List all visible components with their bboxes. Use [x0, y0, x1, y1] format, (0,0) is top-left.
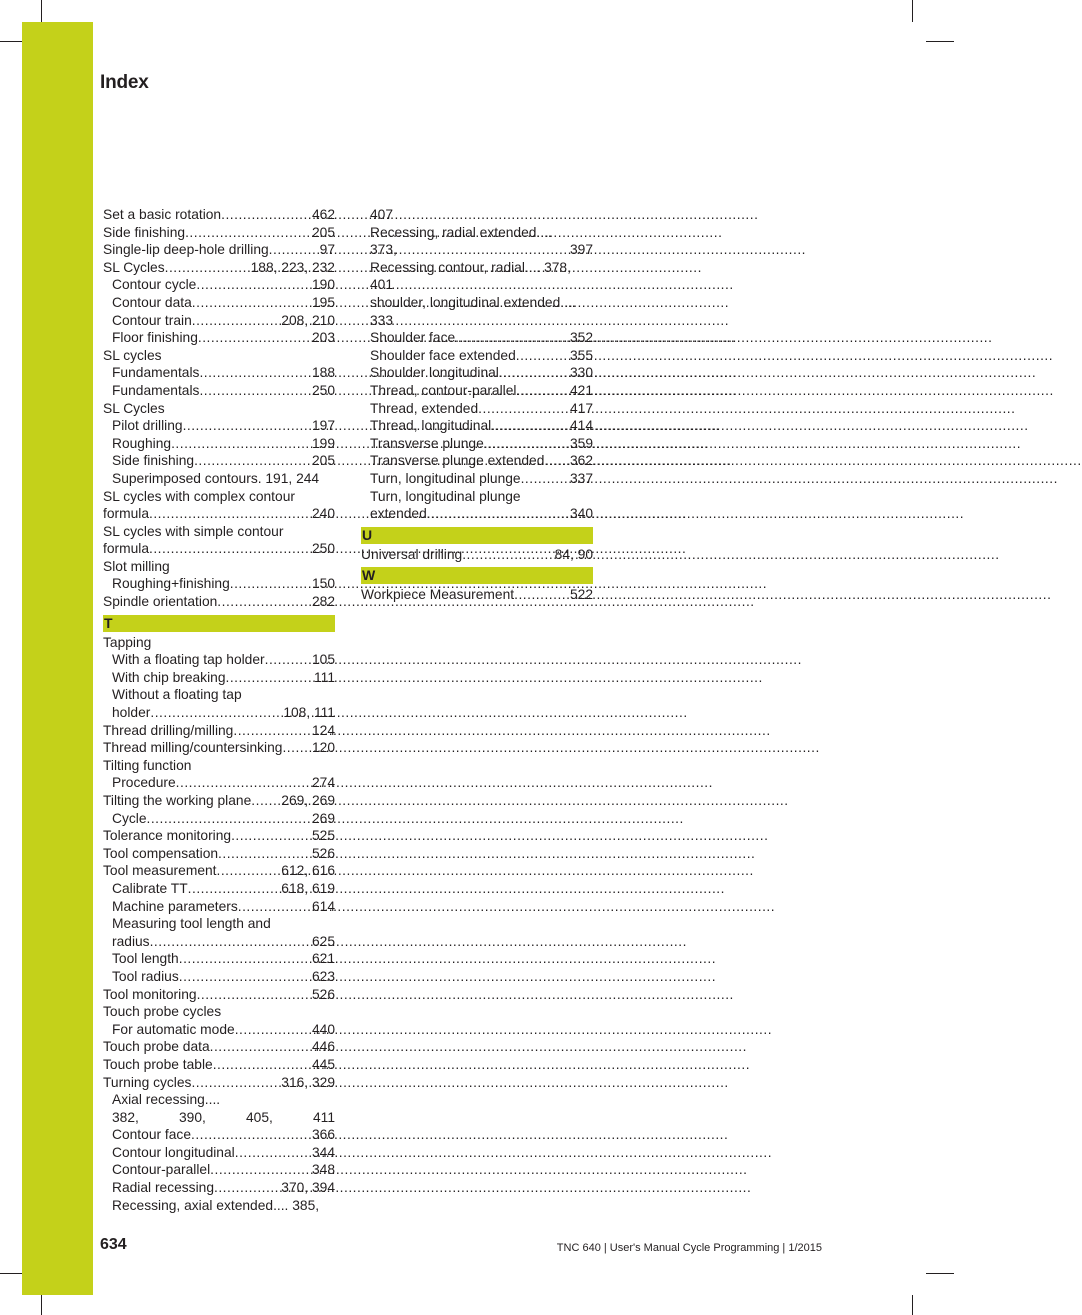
index-subentry: Radial recessing ..... 370, 394	[103, 1179, 335, 1197]
index-subentry: Axial recessing....	[112, 1092, 221, 1108]
index-subentry-pages: 382, 390, 405, 411	[112, 1109, 335, 1125]
index-subentry: Pilot drilling ..... 197	[103, 417, 335, 435]
index-subentry: Recessing, radial extended....	[370, 224, 552, 240]
index-subentry: Thread, contour-parallel ..... 421	[361, 382, 593, 400]
index-subentry: Contour data ..... 195	[103, 294, 335, 312]
index-subentry: Contour cycle ..... 190	[103, 276, 335, 294]
page-title: Index	[100, 72, 149, 93]
index-subentry: radius ..... 625	[103, 933, 335, 951]
index-subentry: With chip breaking ..... 111	[103, 669, 335, 687]
crop-mark	[0, 41, 22, 42]
index-entry: formula ..... 250	[103, 540, 335, 558]
index-subentry: Shoulder longitudinal ..... 330	[361, 364, 593, 382]
page-number: 634	[100, 1236, 127, 1253]
side-color-bar	[22, 22, 93, 1295]
index-subentry: With a floating tap holder ..... 105	[103, 651, 335, 669]
index-subentry: Turn, longitudinal plunge ..... 337	[361, 470, 593, 488]
index-entry: SL Cycles ..... 188, 223, 232	[103, 259, 335, 277]
index-subentry-pages: 373, 397	[370, 242, 593, 258]
index-entry: Tool measurement ..... 612, 616	[103, 862, 335, 880]
index-subentry: holder ..... 108, 111	[103, 704, 335, 722]
index-entry: Workpiece Measurement ..... 522	[361, 586, 593, 604]
index-heading: Tapping	[103, 634, 152, 650]
index-subentry: Recessing contour, radial.... 378,	[370, 259, 571, 275]
index-subentry: 401	[370, 277, 394, 293]
index-subentry: Measuring tool length and	[112, 916, 271, 932]
crop-mark	[41, 1295, 42, 1315]
crop-mark	[41, 0, 42, 22]
index-subentry: Contour longitudinal ..... 344	[103, 1144, 335, 1162]
index-subentry: For automatic mode ..... 440	[103, 1021, 335, 1039]
index-heading: Slot milling	[103, 558, 170, 574]
index-subentry: Cycle ..... 269	[103, 810, 335, 828]
index-subentry: Transverse plunge ..... 359	[361, 435, 593, 453]
index-subentry: Machine parameters ..... 614	[103, 898, 335, 916]
index-entry: Tilting the working plane ..... 269, 269	[103, 792, 335, 810]
index-entry: Tool compensation ..... 526	[103, 845, 335, 863]
index-subentry: Tool length ..... 621	[103, 950, 335, 968]
index-entry: Thread milling/countersinking ..... 120	[103, 739, 335, 757]
index-subentry: Shoulder face ..... 352	[361, 329, 593, 347]
index-heading: SL cycles with simple contour	[103, 523, 284, 539]
index-column-left	[103, 206, 335, 1214]
index-subentry: Transverse plunge extended ..... 362	[361, 452, 593, 470]
index-heading: SL Cycles	[103, 400, 165, 416]
index-letter-header: U	[361, 527, 593, 544]
index-entry: Turning cycles ..... 316, 329	[103, 1074, 335, 1092]
crop-mark	[926, 41, 954, 42]
index-subentry: 333	[370, 312, 394, 328]
index-subentry: extended ..... 340	[361, 505, 593, 523]
index-subentry: Thread, longitudinal ..... 414	[361, 417, 593, 435]
index-subentry: Fundamentals ..... 250	[103, 382, 335, 400]
index-heading: Tilting function	[103, 757, 192, 773]
index-subentry: Side finishing ..... 205	[103, 452, 335, 470]
index-entry: Side finishing ..... 205	[103, 224, 335, 242]
index-subentry: 407	[370, 207, 394, 222]
index-column-right	[361, 206, 593, 604]
index-entry: Tool monitoring ..... 526	[103, 986, 335, 1004]
crop-mark	[912, 0, 913, 22]
index-heading: SL cycles with complex contour	[103, 488, 295, 504]
index-entry: formula ..... 240	[103, 505, 335, 523]
index-entry: Thread drilling/milling ..... 124	[103, 722, 335, 740]
index-entry: Set a basic rotation ..... 462	[103, 206, 335, 224]
index-subentry: Contour-parallel ..... 348	[103, 1161, 335, 1179]
crop-mark	[0, 1273, 22, 1274]
index-subentry: Procedure ..... 274	[103, 774, 335, 792]
index-letter-header: T	[103, 615, 335, 632]
index-subentry: Shoulder face extended ..... 355	[361, 347, 593, 365]
index-heading: SL cycles	[103, 347, 162, 363]
index-heading: Touch probe cycles	[103, 1004, 222, 1020]
index-subentry: Recessing, axial extended.... 385,	[112, 1197, 320, 1213]
index-subentry: Tool radius ..... 623	[103, 968, 335, 986]
index-subentry: Floor finishing ..... 203	[103, 329, 335, 347]
index-subentry: Turn, longitudinal plunge	[370, 488, 521, 504]
index-entry: Single-lip deep-hole drilling ..... 97	[103, 241, 335, 259]
index-entry: Touch probe data ..... 446	[103, 1038, 335, 1056]
index-entry: Universal drilling ..... 84, 90	[361, 546, 593, 564]
index-subentry: Contour face ..... 366	[103, 1126, 335, 1144]
index-subentry: Roughing ..... 199	[103, 435, 335, 453]
index-subentry: Contour train ..... 208, 210	[103, 312, 335, 330]
index-subentry: shoulder, longitudinal extended....	[370, 294, 576, 310]
crop-mark	[912, 1295, 913, 1315]
index-entry: Tolerance monitoring ..... 525	[103, 827, 335, 845]
index-letter-header: W	[361, 567, 593, 584]
crop-mark	[926, 1273, 954, 1274]
index-subentry: Calibrate TT ..... 618, 619	[103, 880, 335, 898]
index-subentry: Fundamentals ..... 188	[103, 364, 335, 382]
index-subentry: Superimposed contours. 191, 244	[112, 470, 320, 486]
index-entry: Spindle orientation ..... 282	[103, 593, 335, 611]
index-subentry: Roughing+finishing ..... 150	[103, 575, 335, 593]
page-footer: TNC 640 | User's Manual Cycle Programming | 1/2015	[556, 1242, 822, 1254]
index-subentry: Without a floating tap	[112, 687, 242, 703]
index-entry: Touch probe table ..... 445	[103, 1056, 335, 1074]
index-subentry: Thread, extended ..... 417	[361, 400, 593, 418]
